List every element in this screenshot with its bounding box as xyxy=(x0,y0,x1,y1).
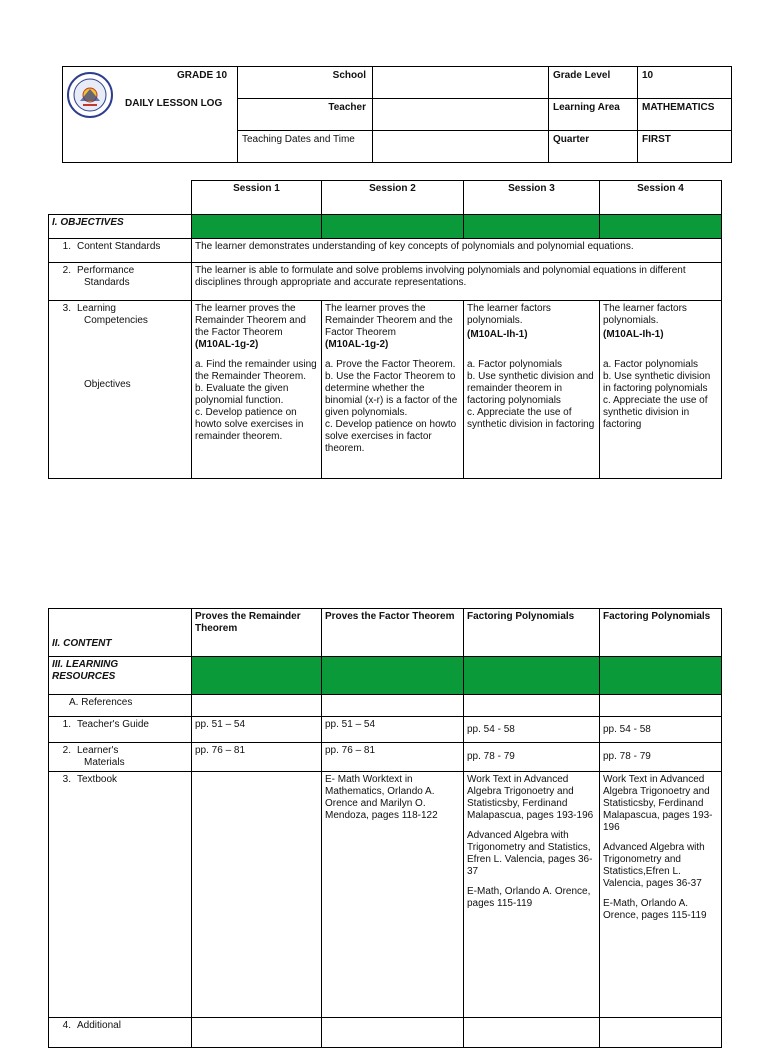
competency-cell-2: The learner proves the Remainder Theorem and the Factor Theorem (M10AL-1g-2) a. Prove the Factor Theorem. b. Use the Factor Theorem to determine whether the binomial (x-r) is a factor of the given polynomials. c. Develop patience on howto solve exercises in factor theorem. xyxy=(322,301,464,479)
resources-band xyxy=(464,657,600,695)
content-cell-4: Factoring Polynomials xyxy=(600,609,722,657)
competency-cell-3: The learner factors polynomials. (M10AL-Ih-1) a. Factor polynomials b. Use synthetic division and remainder theorem in factoring polynomials c. Appreciate the use of synthetic division in factoring xyxy=(464,301,600,479)
resources-table xyxy=(48,608,722,1048)
learners-materials-label: 2. Learner's Materials xyxy=(49,743,192,772)
textbook-label: 3. Textbook xyxy=(49,772,192,1018)
additional-label: 4. Additional xyxy=(49,1018,192,1048)
competency-cell-4: The learner factors polynomials. (M10AL-Ih-1) a. Factor polynomials b. Use synthetic division in factoring polynomials c. Appreciate the use of synthetic division in factoring xyxy=(600,301,722,479)
learning-competencies-label: 3. Learning Competencies Objectives xyxy=(49,301,192,479)
empty-cell xyxy=(600,695,722,717)
header-table xyxy=(62,66,732,163)
empty-cell xyxy=(192,1018,322,1048)
textbook-cell-1 xyxy=(192,772,322,1018)
learners-materials-cell-3: pp. 78 - 79 xyxy=(464,743,600,772)
school-label: School xyxy=(238,67,373,99)
learners-materials-cell-1: pp. 76 – 81 xyxy=(192,743,322,772)
log-title: DAILY LESSON LOG xyxy=(125,98,223,109)
content-standards-text: The learner demonstrates understanding of key concepts of polynomials and polynomial equations. xyxy=(192,239,722,263)
content-cell-3: Factoring Polynomials xyxy=(464,609,600,657)
resources-heading: III. LEARNING RESOURCES xyxy=(49,657,192,695)
resources-band xyxy=(322,657,464,695)
grade-level-value: 10 xyxy=(638,67,732,99)
performance-standards-label: 2. Performance Standards xyxy=(49,263,192,301)
objectives-table xyxy=(48,180,722,479)
dates-value xyxy=(373,131,549,163)
teachers-guide-cell-1: pp. 51 – 54 xyxy=(192,717,322,743)
teacher-label: Teacher xyxy=(238,99,373,131)
teachers-guide-cell-4: pp. 54 - 58 xyxy=(600,717,722,743)
teacher-value xyxy=(373,99,549,131)
content-cell-2: Proves the Factor Theorem xyxy=(322,609,464,657)
learners-materials-cell-2: pp. 76 – 81 xyxy=(322,743,464,772)
resources-band xyxy=(192,657,322,695)
objectives-heading: I. OBJECTIVES xyxy=(49,215,192,239)
objective-band xyxy=(192,215,322,239)
objectives-label: Objectives xyxy=(84,379,131,390)
learning-area-value: MATHEMATICS xyxy=(638,99,732,131)
session-1-header: Session 1 xyxy=(192,181,322,215)
performance-standards-text: The learner is able to formulate and solve problems involving polynomials and polynomial equations in different disciplines through appropriate and accurate representations. xyxy=(192,263,722,301)
empty-cell xyxy=(322,695,464,717)
textbook-cell-2: E- Math Worktext in Mathematics, Orlando A. Orence and Marilyn O. Mendoza, pages 118-122 xyxy=(322,772,464,1018)
school-value xyxy=(373,67,549,99)
empty-cell xyxy=(322,1018,464,1048)
objective-band xyxy=(322,215,464,239)
objective-band xyxy=(464,215,600,239)
session-4-header: Session 4 xyxy=(600,181,722,215)
teachers-guide-label: 1. Teacher's Guide xyxy=(49,717,192,743)
content-cell-1: Proves the Remainder Theorem xyxy=(192,609,322,657)
textbook-cell-3: Work Text in Advanced Algebra Trigonoetry and Statisticsby, Ferdinand Malapascua, pages 193-196 Advanced Algebra with Trigonometry and Statistics, Efren L. Valencia, pages 36-37 E-Math, Orlando A. Orence, pages 115-119 xyxy=(464,772,600,1018)
teachers-guide-cell-3: pp. 54 - 58 xyxy=(464,717,600,743)
competency-cell-1: The learner proves the Remainder Theorem and the Factor Theorem (M10AL-1g-2) a. Find the remainder using the Remainder Theorem. b. Evaluate the given polynomial function. c. Develop patience on howto solve exercises in remainder theorem. xyxy=(192,301,322,479)
teachers-guide-cell-2: pp. 51 – 54 xyxy=(322,717,464,743)
textbook-cell-4: Work Text in Advanced Algebra Trigonoetry and Statisticsby, Ferdinand Malapascua, pages 193-196 Advanced Algebra with Trigonometry and Statistics,Efren L. Valencia, pages 36-37 E-Math, Orlando A. Orence, pages 115-119 xyxy=(600,772,722,1018)
quarter-label: Quarter xyxy=(549,131,638,163)
objective-band xyxy=(600,215,722,239)
logo-cell xyxy=(63,67,238,163)
empty-cell xyxy=(464,1018,600,1048)
blank-corner xyxy=(49,181,192,215)
deped-seal-icon xyxy=(67,72,113,118)
resources-band xyxy=(600,657,722,695)
session-2-header: Session 2 xyxy=(322,181,464,215)
empty-cell xyxy=(600,1018,722,1048)
quarter-value: FIRST xyxy=(638,131,732,163)
session-3-header: Session 3 xyxy=(464,181,600,215)
grade-title: GRADE 10 xyxy=(177,70,228,81)
empty-cell xyxy=(192,695,322,717)
content-standards-label: 1. Content Standards xyxy=(49,239,192,263)
dates-label: Teaching Dates and Time xyxy=(238,131,373,163)
learners-materials-cell-4: pp. 78 - 79 xyxy=(600,743,722,772)
references-label: A. References xyxy=(49,695,192,717)
content-heading: II. CONTENT xyxy=(49,609,192,657)
grade-level-label: Grade Level xyxy=(549,67,638,99)
empty-cell xyxy=(464,695,600,717)
learning-area-label: Learning Area xyxy=(549,99,638,131)
